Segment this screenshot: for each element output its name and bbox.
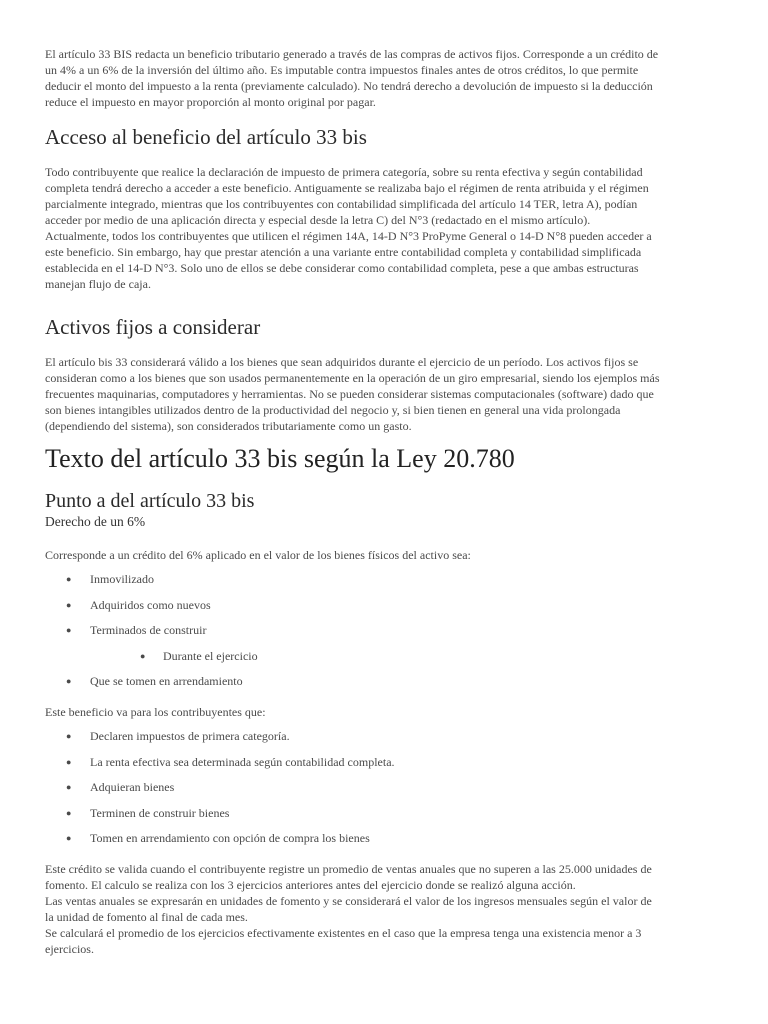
law-heading: Texto del artículo 33 bis según la Ley 20.780 (45, 444, 515, 473)
list-item: ● Declaren impuestos de primera categoría. (66, 729, 290, 743)
bullet-icon: ● (66, 574, 72, 584)
list-item: ● Adquieran bienes (66, 780, 175, 794)
bullet-icon: ● (66, 782, 72, 792)
list-item: ● Que se tomen en arrendamiento (66, 674, 243, 688)
bullet-icon: ● (66, 756, 72, 767)
list-item: ● Inmovilizado (66, 572, 154, 586)
beneficiaries-list (45, 728, 725, 856)
intro-paragraph: El artículo 33 BIS redacta un beneficio tributario generado a través de las compras de activos fijos. Corresponde a un crédito de un 4% a un 6% de la inversión del último año. Es imputable contra impuestos finales antes de otros créditos, lo que permite deducir el monto del impuesto a la renta (previamente calculado). No tendrá derecho a devolución de impuesto si la deducción reduce el impuesto en mayor proporción al monto original por pagar. (45, 47, 659, 109)
access-heading: Acceso al beneficio del artículo 33 bis (45, 125, 367, 149)
assets-heading: Activos fijos a considerar (45, 315, 261, 339)
bullet-icon: ● (66, 807, 72, 818)
conditions-list (45, 571, 725, 699)
bullet-icon: ● (66, 599, 72, 610)
list-item: ● Terminen de construir bienes (66, 805, 230, 820)
closing-paragraph: Este crédito se valida cuando el contribuyente registre un promedio de ventas anuales que no superen a las 25.000 unidades de fomento. El calculo se realiza con los 3 ejercicios anteriores antes del ejercicio donde se realizó alguna acción. Las ventas anuales se expresarán en unidades de fomento y se considerará el valor de los ingresos mensuales según el valor de la unidad de fomento al final de cada mes. Se calculará el promedio de los ejercicios efectivamente existentes en el caso que la empresa tenga una existencia menor a 3 ejercicios. (45, 862, 652, 956)
list-item: ● Terminados de construir (66, 623, 207, 637)
list-item: ● Tomen en arrendamiento con opción de compra los bienes (66, 831, 370, 845)
access-paragraph: Todo contribuyente que realice la declaración de impuesto de primera categoría, sobre su renta efectiva y según contabilidad completa tendrá derecho a acceder a este beneficio. Antiguamente se realizaba bajo el régimen de renta atribuida y el régimen parcialmente integrado, mientras que los contribuyentes con contabilidad simplificada del artículo 14 TER, letra A), podían acceder por medio de una aplicación directa y especial desde la letra C) del N°3 (redactado en el mismo artículo). Actualmente, todos los contribuyentes que utilicen el régimen 14A, 14-D N°3 ProPyme General o 14-D N°8 pueden acceder a este beneficio. Sin embargo, hay que prestar atención a una variante entre contabilidad completa y contabilidad simplificada establecida en el 14-D N°3. Solo uno de ellos se debe considerar como contabilidad completa, pese a que ambas estructuras manejan flujo de caja. (45, 165, 652, 291)
list-item: ● Durante el ejercicio (140, 648, 258, 663)
beneficiaries-lead-paragraph: Este beneficio va para los contribuyentes que: (45, 705, 266, 719)
credit-lead-paragraph: Corresponde a un crédito del 6% aplicado en el valor de los bienes físicos del activo sea: (45, 548, 471, 562)
bullet-icon: ● (66, 731, 72, 741)
assets-paragraph: El artículo bis 33 considerará válido a los bienes que sean adquiridos durante el ejercicio de un período. Los activos fijos se consideran como a los bienes que son usados permanentemente en la operación de un giro empresarial, siendo los ejemplos más frecuentes maquinarias, computadores y herramientas. No se pueden considerar sistemas computacionales (software) dado que son bienes intangibles utilizados dentro de la productividad del negocio y, si bien tienen en general una vida prolongada (dependiendo del sistema), son considerados tributariamente como un gasto. (45, 355, 660, 433)
right-six-percent-heading: Derecho de un 6% (45, 514, 146, 529)
bullet-icon: ● (66, 625, 72, 635)
bullet-icon: ● (66, 833, 72, 843)
point-a-heading: Punto a del artículo 33 bis (45, 490, 255, 512)
bullet-icon: ● (140, 650, 146, 661)
list-item: ● La renta efectiva sea determinada según contabilidad completa. (66, 754, 395, 769)
list-item: ● Adquiridos como nuevos (66, 597, 211, 612)
bullet-icon: ● (66, 676, 72, 686)
